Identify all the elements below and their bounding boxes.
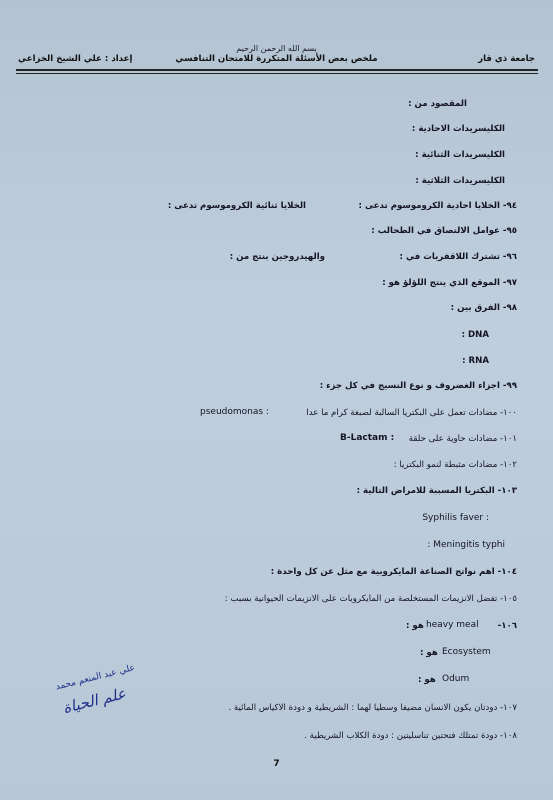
q96-part2: والهيدروجين بنتج من : [229,252,325,262]
header-divider [16,69,538,71]
q106-term: heavy meal [426,620,479,630]
q97: ٩٧- الموقع الذي ينتج اللؤلؤ هو : [382,278,517,288]
q100-part2: pseudomonas : [200,407,269,417]
author-label: إعداد : علي الشيخ الخزاعي [18,54,133,64]
q104: ١٠٤- اهم نواتج الصناعة المايكروبية مع مثل عن كل واحدة : [270,567,517,577]
q106-number: ١٠٦- [497,621,517,631]
q98: ٩٨- الفرق بين : [450,303,517,313]
q105: ١٠٥- تفضل الانزيمات المستخلصة من المايكروبات على الانزيمات الحيوانية بسبب : [224,594,517,604]
page-number: 7 [273,759,280,769]
q103-syphilis: Syphilis faver : [422,513,489,523]
q99: ٩٩- اجزاء الغضروف و نوع النسيج في كل جزء : [319,381,517,391]
ecosystem-term: Ecosystem [442,647,491,657]
ecosystem-suffix: هو : [420,648,438,658]
q102: ١٠٢- مضادات مثبطة لنمو البكتريا : [393,460,517,470]
odum-suffix: هو : [418,675,436,685]
handwritten-signature [55,663,150,750]
odum-term: Odum [442,674,470,684]
line-meaning-of: المقصود من : [408,99,467,109]
q94-part1: ٩٤- الخلايا احادية الكروموسوم تدعى : [358,201,517,211]
university-name: جامعة ذي قار [478,54,535,64]
line-diglycerides: الكليسريدات الثنائية : [415,150,505,160]
q101-part2: B-Lactam : [340,433,395,443]
q103-meningitis: : Meningitis typhi [427,540,505,550]
q95: ٩٥- عوامل الالتصاق في الطحالب : [371,226,517,236]
line-monoglycerides: الكليسريدات الاحادية : [411,124,505,134]
q103: ١٠٣- البكتريا المسببة للامراض التالية : [356,486,517,496]
q108: ١٠٨- دودة تمتلك فتحتين تناسليتين : دودة الكلاب الشريطية . [304,731,517,741]
line-triglycerides: الكليسريدات الثلاثية : [415,176,505,186]
header-divider-thin [16,73,538,74]
q107: ١٠٧- دودتان يكون الانسان مضيفا وسطيا لهما : الشريطية و دودة الاكياس المائية . [228,703,517,713]
signature-subject: علم الحياة [61,684,128,718]
q98-dna: : DNA [461,330,489,340]
q100-part1: ١٠٠- مضادات تعمل على البكتريا السالبة لصبغة كرام ما عدا [306,408,517,418]
q98-rna: : RNA [462,356,489,366]
signature-name: علي عبد المنعم محمد [54,663,137,693]
q94-part2: الخلايا ثنائية الكروموسوم تدعى : [167,201,306,211]
header-row [18,54,535,68]
q96-part1: ٩٦- تشترك اللاقفريات في : [399,252,517,262]
q106-suffix: هو : [406,621,424,631]
basmala: بسم الله الرحمن الرحيم [236,44,317,53]
q101-part1: ١٠١- مضادات حاوية على حلقة [408,434,517,444]
document-title: ملخص بعض الأسئلة المتكررة للامتحان التنافسي [175,54,378,64]
